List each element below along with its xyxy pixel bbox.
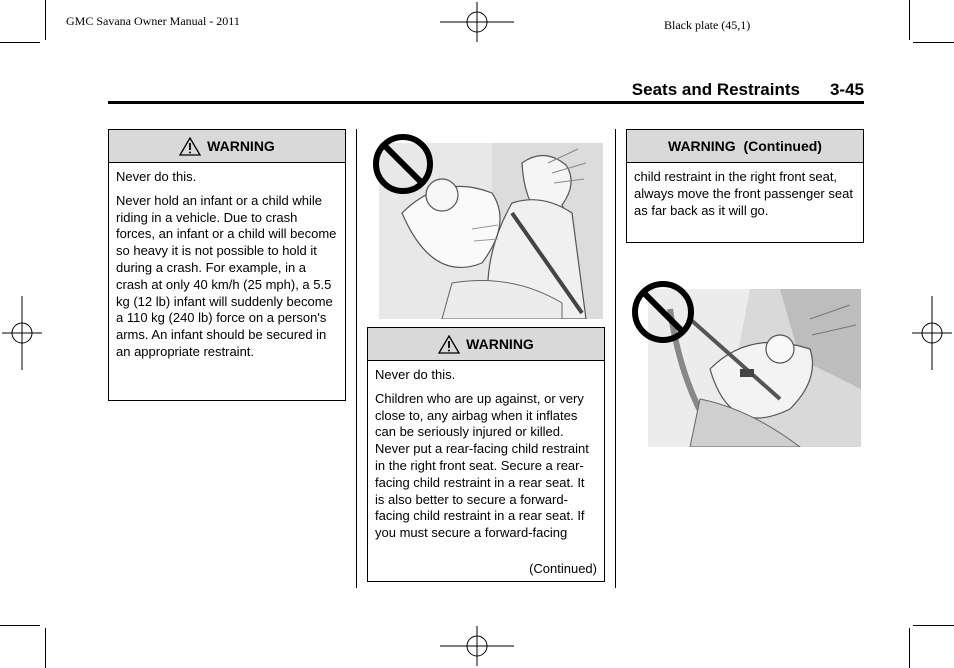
registration-mark-icon (440, 2, 514, 42)
warning-triangle-icon (438, 335, 460, 354)
section-title: Seats and Restraints (631, 80, 800, 99)
illustration-holding-infant (372, 133, 603, 319)
warning-box-infant (108, 129, 346, 401)
column-divider (615, 129, 616, 588)
header-rule (108, 101, 864, 104)
warning-body (109, 163, 345, 367)
registration-mark-icon (912, 296, 952, 370)
continued-label: (Continued) (529, 561, 597, 576)
warning-text: Children who are up against, or very close to, any airbag when it inflates can be seriously injured or killed. Never put a rear-facing child restraint in the right front seat. Secure a rear-facing child restraint in a rear seat. It is also better to secure a forward-facing child restraint in a rear seat. If you must secure a forward-facing (375, 390, 589, 541)
warning-body (627, 163, 863, 225)
crop-mark (0, 42, 40, 43)
plate-label: Black plate (45,1) (664, 18, 751, 32)
warning-text: child restraint in the right front seat, always move the front passenger seat as far back as it will go. (634, 169, 853, 218)
warning-text: Never hold an infant or a child while riding in a vehicle. Due to crash forces, an infant or a child will become so heavy it is not possible to hold it during a crash. For example, in a crash at only 40 km/h (25 mph), a 5.5 kg (12 lb) infant will suddenly become a 110 kg (240 lb) force on a person's arms. An infant should be secured in an appropriate restraint. (116, 192, 337, 359)
column-divider (356, 129, 357, 588)
warning-box-airbag (367, 327, 605, 582)
warning-box-continued (626, 129, 864, 243)
warning-header (627, 130, 863, 163)
page-number: 3-45 (829, 80, 864, 99)
warning-title: WARNING (207, 138, 275, 154)
warning-title: WARNING (466, 336, 534, 352)
warning-text: Never do this. (116, 169, 197, 184)
warning-triangle-icon (179, 137, 201, 156)
warning-header (368, 328, 604, 361)
section-header (108, 80, 864, 100)
registration-mark-icon (440, 626, 514, 666)
illustration-child-seat-front (630, 279, 861, 447)
warning-title: WARNING (Continued) (668, 138, 822, 154)
warning-header (109, 130, 345, 163)
crop-mark (45, 0, 46, 40)
crop-mark (909, 628, 910, 668)
warning-text: Never do this. (375, 367, 456, 382)
manual-title: GMC Savana Owner Manual - 2011 (66, 14, 240, 28)
warning-body (368, 361, 604, 548)
registration-mark-icon (2, 296, 42, 370)
crop-mark (909, 0, 910, 40)
prohibited-icon (372, 133, 434, 195)
crop-mark (0, 625, 40, 626)
prohibited-icon (630, 279, 696, 345)
crop-mark (45, 628, 46, 668)
crop-mark (913, 42, 954, 43)
crop-mark (913, 625, 954, 626)
